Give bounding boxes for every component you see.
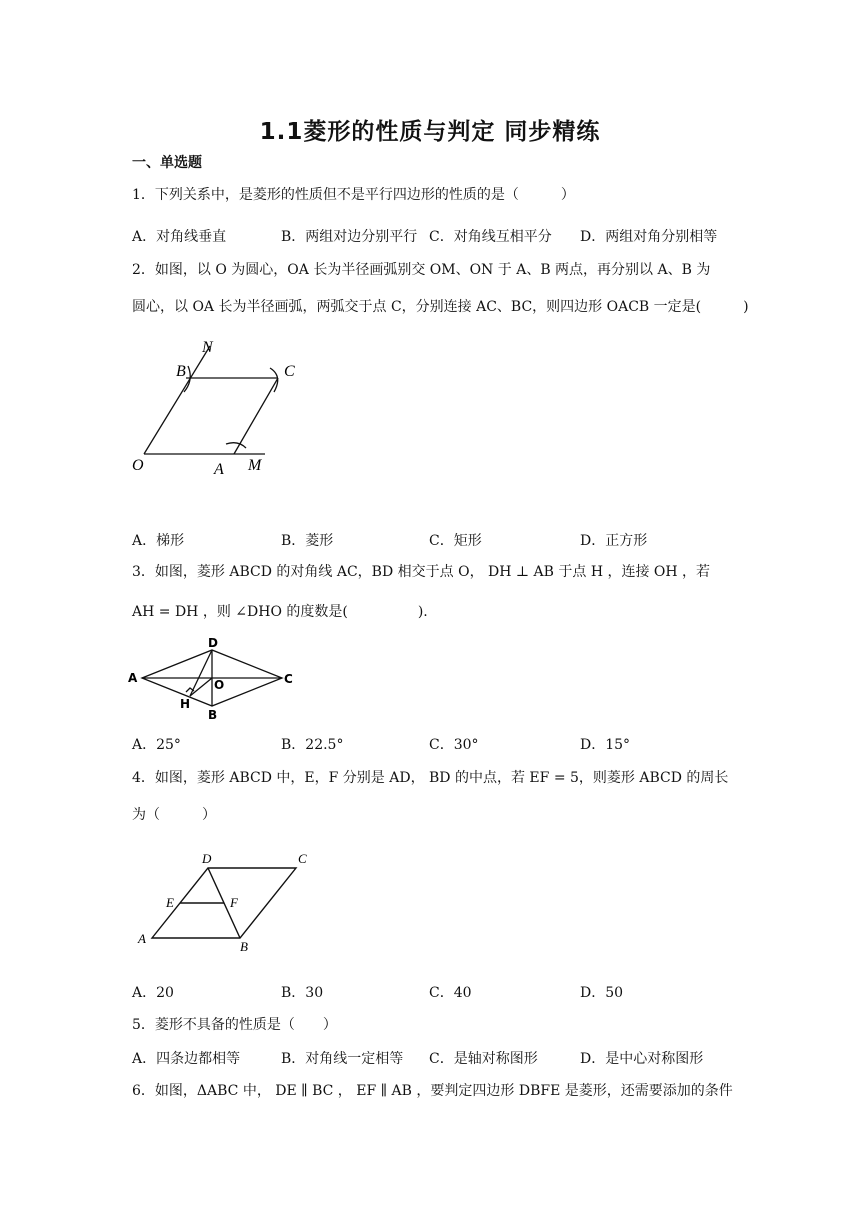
q2-option-a: A．梯形 (132, 533, 185, 549)
q2-option-c: C．矩形 (429, 533, 482, 549)
page-title: 1.1菱形的性质与判定 同步精练 (259, 119, 601, 145)
q5-option-d: D．是中心对称图形 (580, 1051, 704, 1067)
q4-figure (134, 850, 314, 955)
q4-label-d: D (202, 851, 212, 866)
q1-option-c: C．对角线互相平分 (429, 229, 552, 245)
q4-label-a: A (138, 931, 146, 946)
question-1-stem: 1．下列关系中，是菱形的性质但不是平行四边形的性质的是（ ） (132, 187, 575, 203)
segment-ac (234, 378, 278, 454)
arc-at-a (226, 443, 246, 448)
q5-option-b: B．对角线一定相等 (281, 1051, 404, 1067)
q4-label-e: E (166, 895, 174, 910)
q2-label-m: M (248, 457, 262, 474)
q3-label-b: B (208, 708, 218, 722)
q3-label-a: A (128, 671, 138, 685)
q4-option-d: D．50 (580, 985, 624, 1001)
q4-label-c: C (298, 851, 307, 866)
question-4-line-2: 为（ ） (132, 807, 216, 823)
q3-label-h: H (180, 697, 191, 711)
q5-option-c: C．是轴对称图形 (429, 1051, 538, 1067)
q1-option-a: A．对角线垂直 (132, 229, 227, 245)
q2-label-c: C (284, 363, 295, 380)
q4-option-c: C．40 (429, 985, 472, 1001)
q5-option-a: A．四条边都相等 (132, 1051, 241, 1067)
q3-option-d: D．15° (580, 737, 631, 753)
q1-option-d: D．两组对角分别相等 (580, 229, 718, 245)
q2-label-b: B (176, 363, 186, 380)
question-2-line-1: 2．如图，以 O 为圆心，OA 长为半径画弧别交 OM、ON 于 A、B 两点，再分别以 A、B 为 (132, 262, 711, 278)
q2-label-a: A (214, 461, 224, 478)
question-4-line-1: 4．如图，菱形 ABCD 中，E，F 分别是 AD， BD 的中点，若 EF = 5，则菱形 ABCD 的周长 (132, 770, 729, 786)
q2-label-n: N (202, 339, 213, 356)
q3-figure (128, 636, 298, 726)
question-5-stem: 5．菱形不具备的性质是（ ） (132, 1017, 337, 1033)
q4-label-b: B (240, 939, 248, 954)
q1-option-b: B．两组对边分别平行 (281, 229, 418, 245)
question-3-line-2: AH = DH ，则 ∠DHO 的度数是( ). (132, 604, 428, 620)
q3-label-d: D (208, 636, 218, 650)
q3-option-a: A．25° (132, 737, 181, 753)
q2-figure (128, 336, 308, 481)
q4-label-f: F (230, 895, 238, 910)
q3-option-b: B．22.5° (281, 737, 344, 753)
q3-label-c: C (284, 672, 293, 686)
q4-option-a: A．20 (132, 985, 174, 1001)
section-heading: 一、单选题 (132, 155, 202, 171)
q2-option-b: B．菱形 (281, 533, 334, 549)
q3-label-o: O (214, 678, 225, 692)
question-2-line-2: 圆心，以 OA 长为半径画弧，两弧交于点 C，分别连接 AC、BC，则四边形 OACB 一定是( ) (132, 299, 749, 315)
q3-option-c: C．30° (429, 737, 479, 753)
q2-label-o: O (132, 457, 144, 474)
question-3-line-1: 3．如图，菱形 ABCD 的对角线 AC，BD 相交于点 O， DH ⊥ AB 于点 H ，连接 OH ，若 (132, 564, 711, 580)
q4-option-b: B．30 (281, 985, 324, 1001)
question-6-line-1: 6．如图，ΔABC 中， DE ∥ BC ， EF ∥ AB ，要判定四边形 DBFE 是菱形，还需要添加的条件 (132, 1083, 733, 1099)
segment-oh (190, 678, 212, 696)
q2-option-d: D．正方形 (580, 533, 648, 549)
